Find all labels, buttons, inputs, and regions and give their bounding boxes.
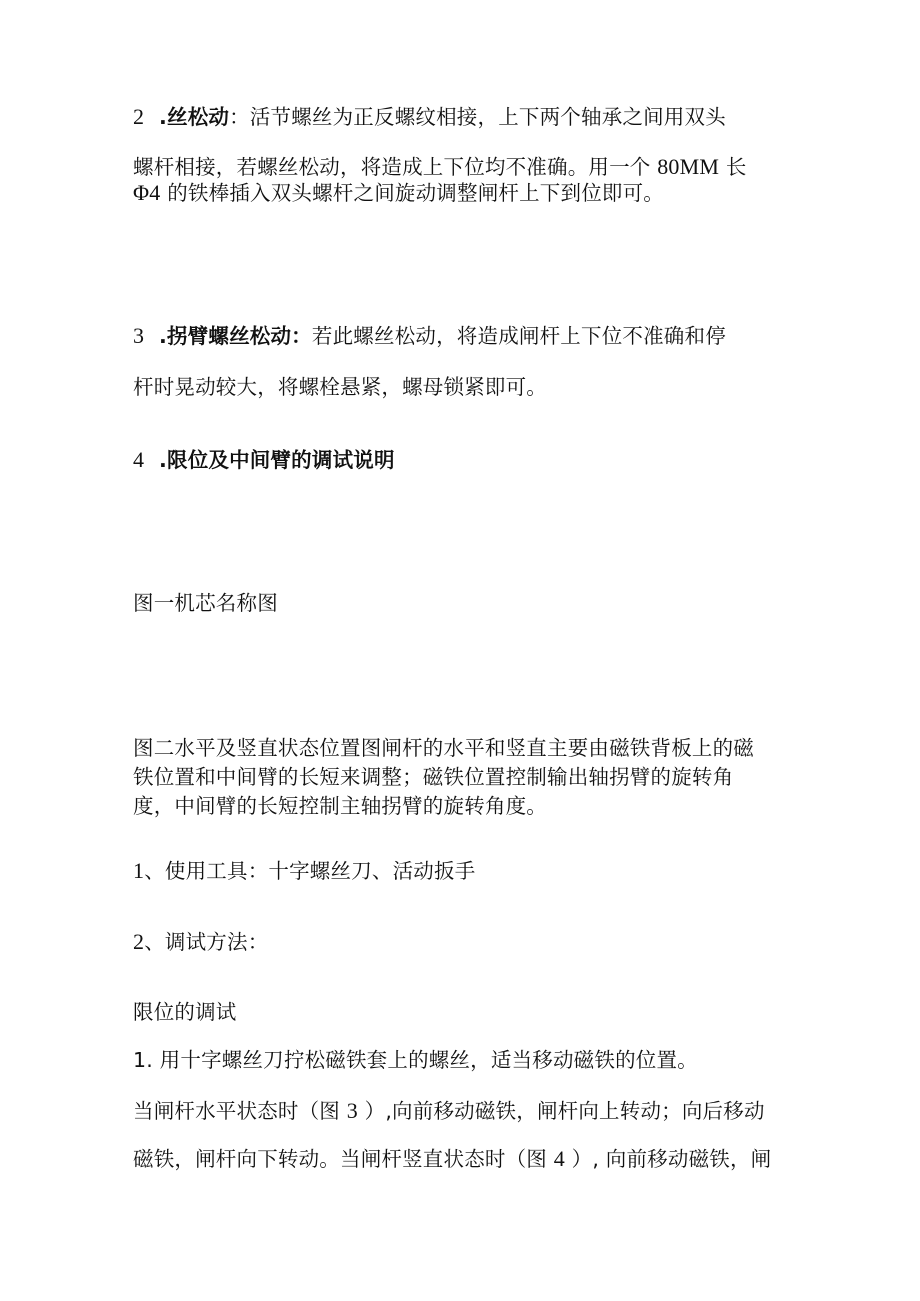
item3-line1 bbox=[133, 322, 726, 350]
item2-colon: ： bbox=[229, 105, 250, 129]
step1-detail-line2-fig: 4 bbox=[553, 1146, 565, 1171]
item2-line3-phi: Φ4 bbox=[133, 180, 161, 205]
step1-detail-line1 bbox=[133, 1097, 765, 1125]
step1-detail-line1-fig: 3 bbox=[346, 1098, 358, 1123]
item2-line3 bbox=[133, 179, 664, 207]
fig2-paragraph-line1: 图二水平及竖直状态位置图闸杆的水平和竖直主要由磁铁背板上的磁 bbox=[133, 736, 754, 760]
item2-line1-text: 活节螺丝为正反螺纹相接，上下两个轴承之间用双头 bbox=[249, 105, 726, 129]
item3-number: 3 bbox=[133, 323, 145, 348]
step1-line: 1. 用十字螺丝刀拧松磁铁套上的螺丝，适当移动磁铁的位置。 bbox=[133, 1048, 698, 1072]
tools-line bbox=[133, 857, 475, 885]
method-text: 、调试方法： bbox=[144, 930, 269, 954]
item2-line2 bbox=[133, 153, 747, 181]
fig2-paragraph-line3: 度，中间臂的长短控制主轴拐臂的旋转角度。 bbox=[133, 794, 547, 818]
item3-line2-text: 杆时晃动较大，将螺栓悬紧，螺母锁紧即可。 bbox=[133, 375, 547, 399]
item4-heading: .限位及中间臂的调试说明 bbox=[159, 448, 395, 472]
figure1-caption: 图一机芯名称图 bbox=[133, 591, 278, 615]
item4-heading-line bbox=[133, 446, 395, 474]
item2-line3-text: 的铁棒插入双头螺杆之间旋动调整闸杆上下到位即可。 bbox=[167, 181, 665, 205]
item2-line2-pre: 螺杆相接，若螺丝松动，将造成上下位均不准确。用一个 bbox=[133, 155, 651, 179]
step1-detail-line2 bbox=[133, 1145, 771, 1173]
step1-detail-line1-pre: 当闸杆水平状态时（图 bbox=[133, 1099, 340, 1123]
item2-line1 bbox=[133, 103, 726, 131]
tools-text: 、使用工具：十字螺丝刀、活动扳手 bbox=[144, 859, 476, 883]
tools-number: 1 bbox=[133, 858, 145, 883]
item2-number: 2 bbox=[133, 104, 145, 129]
step1-detail-line1-post: ）,向前移动磁铁，闸杆向上转动；向后移动 bbox=[364, 1099, 765, 1123]
fig2-paragraph-line2: 铁位置和中间臂的长短来调整；磁铁位置控制输出轴拐臂的旋转角 bbox=[133, 765, 734, 789]
item4-number: 4 bbox=[133, 447, 145, 472]
item3-line2 bbox=[133, 373, 547, 401]
item2-line2-size: 80MM bbox=[657, 154, 720, 179]
step1-detail-line2-post: ）, 向前移动磁铁，闸 bbox=[571, 1147, 772, 1171]
method-line bbox=[133, 928, 268, 956]
method-number: 2 bbox=[133, 929, 145, 954]
limit-heading: 限位的调试 bbox=[133, 1000, 237, 1024]
item2-heading: .丝松动 bbox=[159, 105, 230, 129]
item2-line2-post: 长 bbox=[725, 155, 747, 179]
item3-heading: .拐臂螺丝松动： bbox=[159, 324, 312, 348]
step1-detail-line2-pre: 磁铁，闸杆向下转动。当闸杆竖直状态时（图 bbox=[133, 1147, 547, 1171]
item3-line1-text: 若此螺丝松动，将造成闸杆上下位不准确和停 bbox=[311, 324, 726, 348]
